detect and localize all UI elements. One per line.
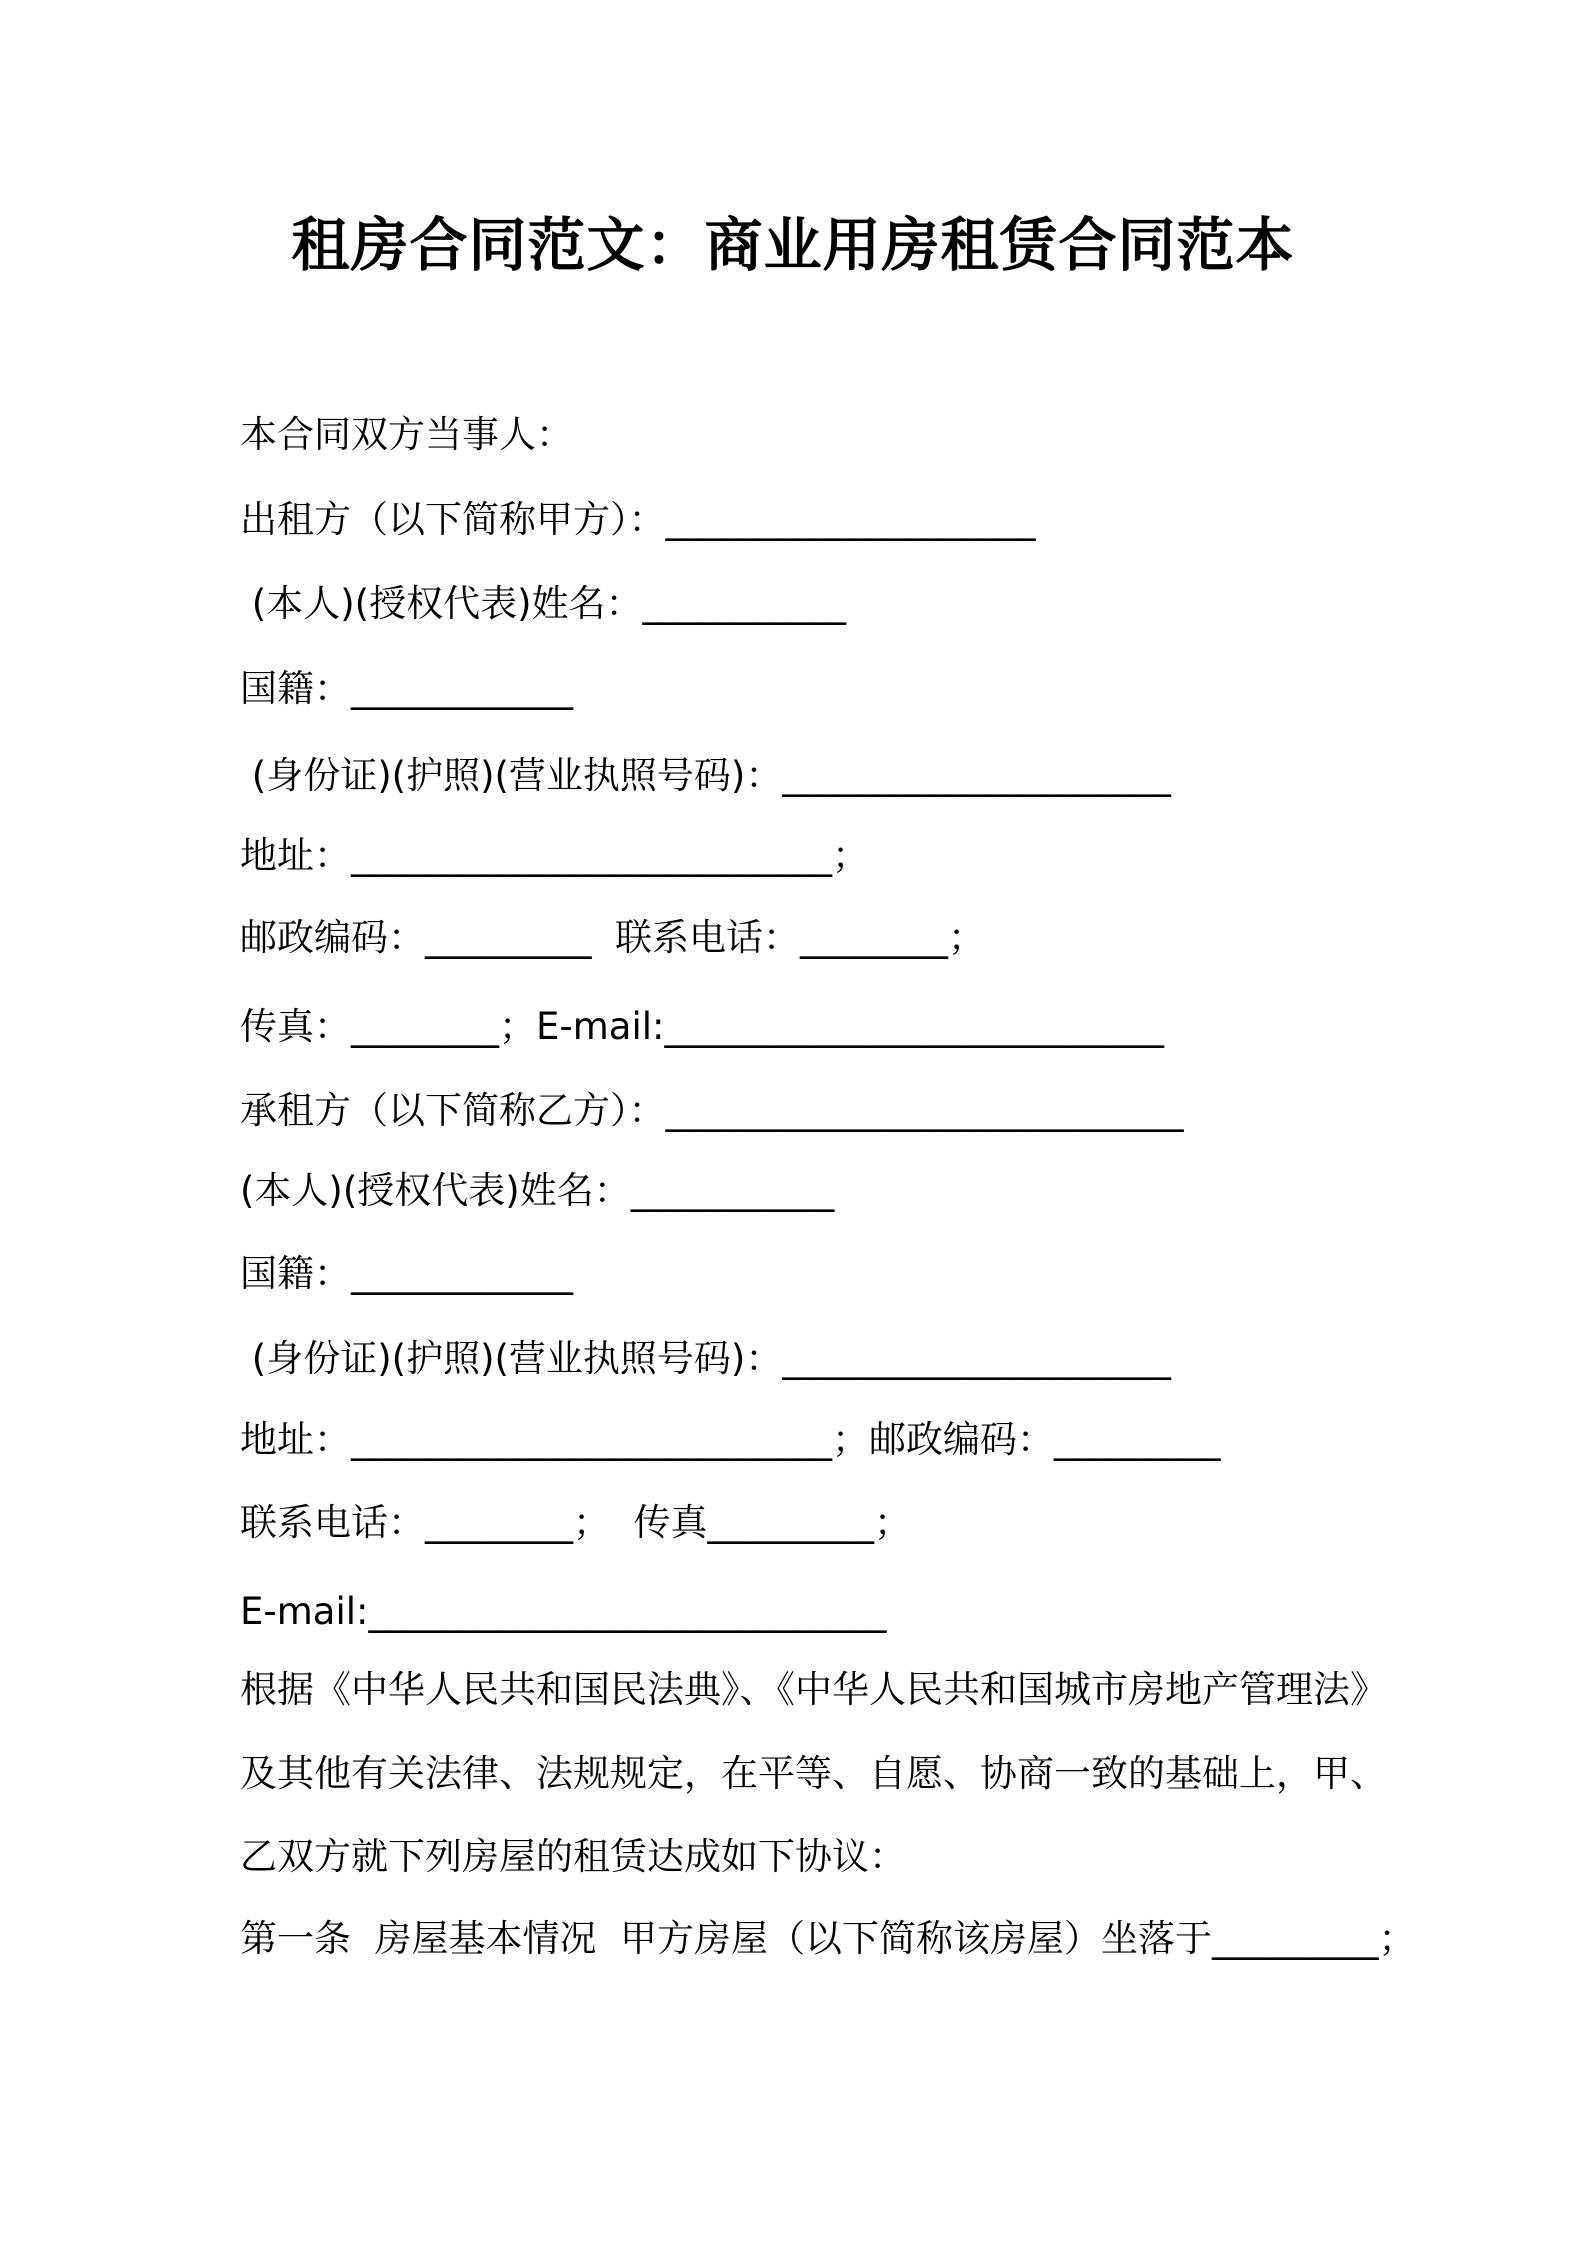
lessee-name-line: (本人)(授权代表)姓名：___________ (240, 1169, 835, 1212)
lessee-id-line: (身份证)(护照)(营业执照号码)：_____________________ (240, 1337, 1171, 1380)
lessor-fax-email-line: 传真：________；E-mail:___________________________ (240, 1005, 1164, 1048)
lessor-id-line: (身份证)(护照)(营业执照号码)：_____________________ (240, 754, 1171, 797)
lessee-address-postcode-line: 地址：__________________________；邮政编码：_________ (240, 1418, 1221, 1461)
lessor-nationality-line: 国籍：____________ (240, 667, 573, 710)
legal-basis-line-2: 及其他有关法律、法规规定，在平等、自愿、协商一致的基础上，甲、 (240, 1752, 1387, 1795)
article-one-line: 第一条 房屋基本情况 甲方房屋（以下简称该房屋）坐落于_________； (240, 1917, 1416, 1960)
lessee-nationality-line: 国籍：____________ (240, 1252, 573, 1295)
document-title: 租房合同范文：商业用房租赁合同范本 (291, 211, 1295, 279)
lessee-line: 承租方（以下简称乙方）：____________________________ (240, 1089, 1184, 1132)
parties-heading: 本合同双方当事人： (240, 413, 573, 456)
lessor-address-line: 地址：__________________________； (240, 834, 869, 877)
legal-basis-line-1: 根据《中华人民共和国民法典》、《中华人民共和国城市房地产管理法》 (240, 1668, 1387, 1711)
lessor-name-line: (本人)(授权代表)姓名：___________ (240, 582, 847, 625)
lessee-email-line: E-mail:____________________________ (240, 1590, 887, 1633)
legal-basis-line-3: 乙双方就下列房屋的租赁达成如下协议： (240, 1835, 906, 1878)
lessee-phone-fax-line: 联系电话：________； 传真_________； (240, 1501, 912, 1544)
lessor-postcode-phone-line: 邮政编码：_________ 联系电话：________； (240, 916, 986, 959)
lessor-line: 出租方（以下简称甲方）：____________________ (240, 498, 1036, 541)
